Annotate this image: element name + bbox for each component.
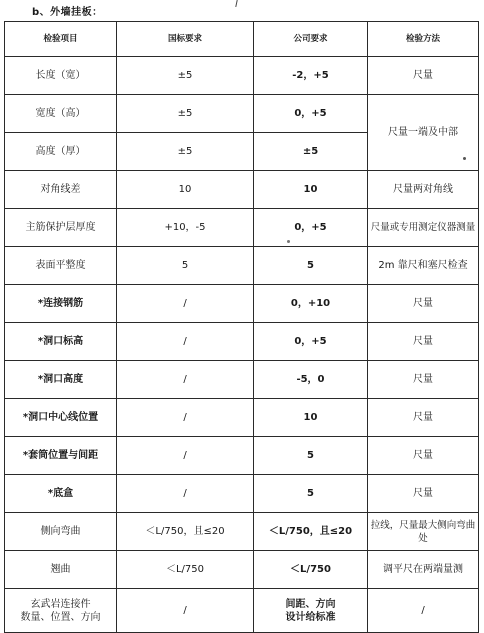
table-row — [5, 361, 479, 399]
cell-item: *洞口中心线位置 — [5, 399, 117, 437]
table-header-row — [5, 22, 479, 57]
column-header-item: 检验项目 — [5, 22, 117, 57]
cell-item-line: 玄武岩连接件 — [30, 598, 91, 610]
cell-item-line: 数量、位置、方向 — [20, 611, 101, 623]
cell-national: ＜L/750，且≤20 — [117, 513, 254, 551]
cell-company: 0，+5 — [254, 209, 368, 247]
cell-item: *洞口标高 — [5, 323, 117, 361]
cell-method: 拉线，尺量最大侧向弯曲处 — [368, 513, 479, 551]
cell-national: / — [117, 475, 254, 513]
cell-company-line: 设计给标准 — [285, 611, 336, 623]
cell-item: 翘曲 — [5, 551, 117, 589]
cell-method: 尺量 — [368, 437, 479, 475]
table-row — [5, 209, 479, 247]
cell-item: *洞口高度 — [5, 361, 117, 399]
cell-item: *底盒 — [5, 475, 117, 513]
cell-national: / — [117, 323, 254, 361]
cell-company: -5，0 — [254, 361, 368, 399]
cell-national: / — [117, 361, 254, 399]
table-row — [5, 57, 479, 95]
cell-national: +10，-5 — [117, 209, 254, 247]
cell-national: / — [117, 399, 254, 437]
table-row — [5, 399, 479, 437]
cell-method: 尺量 — [368, 361, 479, 399]
cell-company: 0，+5 — [254, 95, 368, 133]
cell-national: ±5 — [117, 57, 254, 95]
cell-method: 尺量 — [368, 57, 479, 95]
cell-item: 侧向弯曲 — [5, 513, 117, 551]
column-header-company: 公司要求 — [254, 22, 368, 57]
cell-company: 0，+5 — [254, 323, 368, 361]
cell-company: 5 — [254, 437, 368, 475]
cell-company: 10 — [254, 171, 368, 209]
cell-item: 高度（厚） — [5, 133, 117, 171]
cell-company: 5 — [254, 475, 368, 513]
cell-item: 宽度（高） — [5, 95, 117, 133]
table-row — [5, 551, 479, 589]
cell-method: 尺量 — [368, 475, 479, 513]
cell-company-line: 间距、方向 — [285, 598, 336, 610]
cell-item — [5, 589, 117, 633]
section-heading: b、外墙挂板： — [32, 7, 103, 18]
cell-company: -2，+5 — [254, 57, 368, 95]
cell-method: 尺量 — [368, 323, 479, 361]
cell-national: / — [117, 437, 254, 475]
cell-national: / — [117, 589, 254, 633]
table-row — [5, 323, 479, 361]
cell-item: 长度（宽） — [5, 57, 117, 95]
column-header-method: 检验方法 — [368, 22, 479, 57]
table-row — [5, 247, 479, 285]
table-row — [5, 171, 479, 209]
cell-national: 5 — [117, 247, 254, 285]
cell-national: 10 — [117, 171, 254, 209]
cell-method: 尺量 — [368, 399, 479, 437]
cell-method: 尺量两对角线 — [368, 171, 479, 209]
cell-company — [254, 589, 368, 633]
cell-item: 表面平整度 — [5, 247, 117, 285]
cell-item: *连接钢筋 — [5, 285, 117, 323]
cell-national: / — [117, 285, 254, 323]
cell-method: 2m 靠尺和塞尺检查 — [368, 247, 479, 285]
table-row — [5, 513, 479, 551]
cell-company: 10 — [254, 399, 368, 437]
cell-company: ＜L/750，且≤20 — [254, 513, 368, 551]
table-row — [5, 285, 479, 323]
table-row — [5, 475, 479, 513]
cell-method: 尺量 — [368, 285, 479, 323]
cell-company: 0，+10 — [254, 285, 368, 323]
cell-company: 5 — [254, 247, 368, 285]
cell-company: ±5 — [254, 133, 368, 171]
cell-method: 尺量一端及中部 — [368, 95, 479, 171]
cell-item: 主筋保护层厚度 — [5, 209, 117, 247]
table-row — [5, 95, 479, 133]
cell-item: *套筒位置与间距 — [5, 437, 117, 475]
table-row — [5, 437, 479, 475]
table-row — [5, 589, 479, 633]
cell-national: ±5 — [117, 95, 254, 133]
cell-national: ＜L/750 — [117, 551, 254, 589]
cell-national: ±5 — [117, 133, 254, 171]
column-header-national: 国标要求 — [117, 22, 254, 57]
cell-item: 对角线差 — [5, 171, 117, 209]
inspection-table — [4, 21, 479, 633]
cell-method: 尺量或专用测定仪器测量 — [368, 209, 479, 247]
scan-mark — [235, 0, 237, 7]
cell-company: ＜L/750 — [254, 551, 368, 589]
cell-method: / — [368, 589, 479, 633]
cell-method: 调平尺在两端量测 — [368, 551, 479, 589]
